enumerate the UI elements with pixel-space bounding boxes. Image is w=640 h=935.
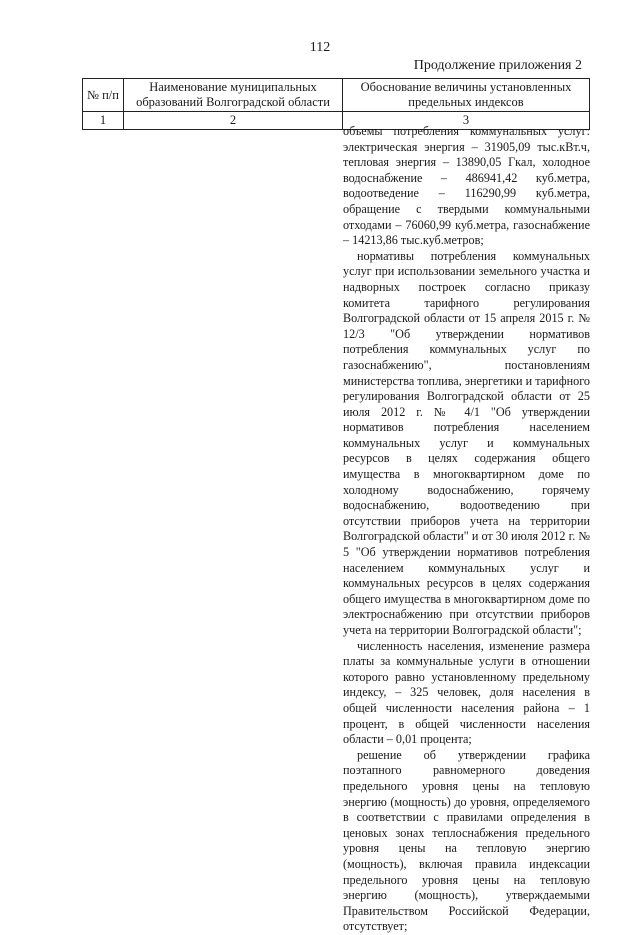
continuation-label: Продолжение приложения 2 xyxy=(413,58,582,73)
page-number: 112 xyxy=(309,40,331,55)
justification-text xyxy=(343,124,590,935)
paragraph-heat-price-schedule: решение об утверждении графика поэтапного равномерного доведения предельного уровня цены на тепловую энергию (мощность) до уровня, определяемого в соответствии с правилами определения в ценовых зонах теплоснабжения предельного уровня цены на тепловую энергию (мощность), включая правила индексации предельного уровня цены на тепловую энергию (мощность), утверждаемыми Правительством Российской Федерации, отсутствует; xyxy=(343,747,590,934)
table-header-row xyxy=(83,79,590,112)
column-header-number: № п/п xyxy=(83,79,124,112)
paragraph-consumption-norms: нормативы потребления коммунальных услуг при использовании земельного участка и надворных построек согласно приказу комитета тарифного регулирования Волгоградской области от 15 апреля 2015 г. № 12/3 "Об утверждении нормативов потребления коммунальных услуг по газоснабжению", постановлениям министерства топлива, энергетики и тарифного регулирования Волгоградской области от 25 июля 2012 г. № 4/1 "Об утверждении нормативов потребления населением коммунальных услуг и коммунальных ресурсов в целях содержания общего имущества в многоквартирном доме по холодному водоснабжению, горячему водоснабжению, водоотведению при отсутствии приборов учета на территории Волгоградской области" и от 30 июля 2012 г. № 5 "Об утверждении нормативов потребления населением коммунальных услуг и коммунальных ресурсов в целях содержания общего имущества в многоквартирном доме по электроснабжению при отсутствии приборов учета на территории Волгоградской области"; xyxy=(343,248,590,637)
paragraph-consumption-volumes: объемы потребления коммунальных услуг: электрическая энергия – 31905,09 тыс.кВт.ч, тепловая энергия – 13890,05 Гкал, холодное водоснабжение – 486941,42 куб.метра, водоотведение – 116290,99 куб.метра, обращение с твердыми коммунальными отходами – 76060,99 куб.метра, газоснабжение – 14213,86 тыс.куб.метров; xyxy=(343,124,590,248)
column-index-2: 2 xyxy=(124,112,343,130)
column-header-justification: Обоснование величины установленных предельных индексов xyxy=(343,79,590,112)
paragraph-population: численность населения, изменение размера платы за коммунальные услуги в отношении которого равно установленному предельному индексу, – 325 человек, доля населения в общей численности населения района – 1 процент, в общей численности населения области – 0,01 процента; xyxy=(343,638,590,747)
header-table xyxy=(82,78,590,130)
column-index-3: 3 xyxy=(343,112,590,130)
column-header-municipality: Наименование муниципальных образований Волгоградской области xyxy=(124,79,343,112)
column-index-1: 1 xyxy=(83,112,124,130)
